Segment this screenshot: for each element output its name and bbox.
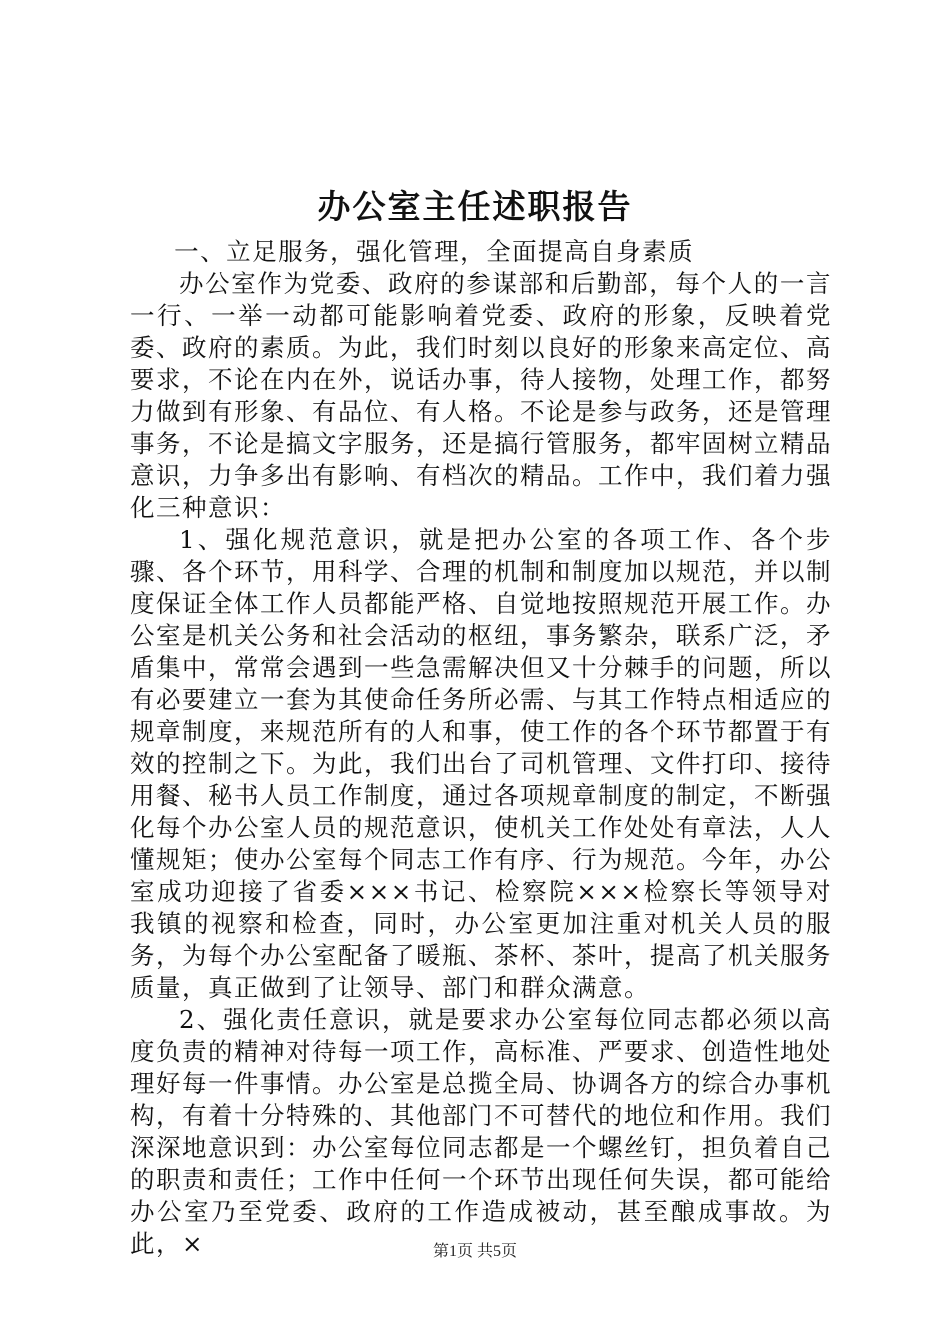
body-paragraph: 2、强化责任意识，就是要求办公室每位同志都必须以高度负责的精神对待每一项工作，高标准、严要求、创造性地处理好每一件事情。办公室是总揽全局、协调各方的综合办事机构，有着十分特殊的、其他部门不可替代的地位和作用。我们深深地意识到：办公室每位同志都是一个螺丝钉，担负着自己的职责和责任；工作中任何一个环节出现任何失误，都可能给办公室乃至党委、政府的工作造成被动，甚至酿成事故。为此，× bbox=[130, 1005, 832, 1258]
body-paragraph: 办公室作为党委、政府的参谋部和后勤部，每个人的一言一行、一举一动都可能影响着党委、政府的形象，反映着党委、政府的素质。为此，我们时刻以良好的形象来高定位、高要求，不论在内在外，说话办事，待人接物，处理工作，都努力做到有形象、有品位、有人格。不论是参与政务，还是管理事务，不论是搞文字服务，还是搞行管服务，都牢固树立精品意识，力争多出有影响、有档次的精品。工作中，我们着力强化三种意识： bbox=[130, 269, 832, 522]
section-heading: 一、立足服务，强化管理，全面提高自身素质 bbox=[174, 237, 695, 266]
document-title: 办公室主任述职报告 bbox=[317, 187, 633, 226]
body-paragraph: 1、强化规范意识，就是把办公室的各项工作、各个步骤、各个环节，用科学、合理的机制和制度加以规范，并以制度保证全体工作人员都能严格、自觉地按照规范开展工作。办公室是机关公务和社会活动的枢纽，事务繁杂，联系广泛，矛盾集中，常常会遇到一些急需解决但又十分棘手的问题，所以有必要建立一套为其使命任务所必需、与其工作特点相适应的规章制度，来规范所有的人和事，使工作的各个环节都置于有效的控制之下。为此，我们出台了司机管理、文件打印、接待用餐、秘书人员工作制度，通过各项规章制度的制定，不断强化每个办公室人员的规范意识，使机关工作处处有章法，人人懂规矩；使办公室每个同志工作有序、行为规范。今年，办公室成功迎接了省委×××书记、检察院×××检察长等领导对我镇的视察和检查，同时，办公室更加注重对机关人员的服务，为每个办公室配备了暖瓶、茶杯、茶叶，提高了机关服务质量，真正做到了让领导、部门和群众满意。 bbox=[130, 525, 832, 1002]
document-body bbox=[130, 236, 832, 1260]
page-footer: 第1页 共5页 bbox=[432, 1243, 517, 1260]
